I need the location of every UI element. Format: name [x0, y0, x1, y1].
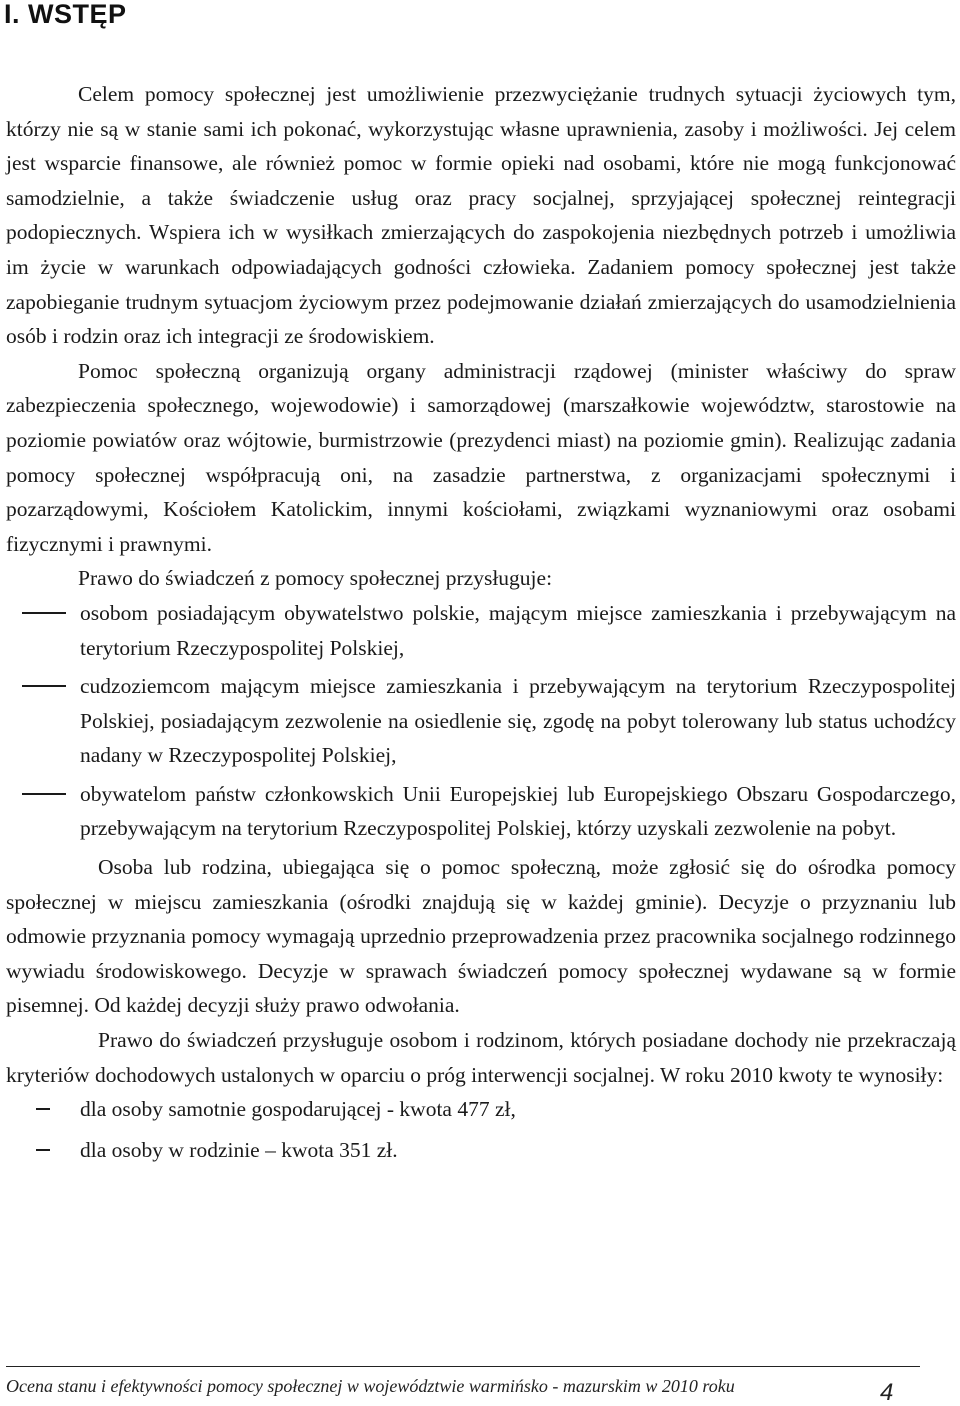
dash-bullet-icon	[22, 685, 66, 687]
list-item-text: dla osoby w rodzinie – kwota 351 zł.	[80, 1137, 398, 1162]
paragraph-eligibility-intro: Prawo do świadczeń z pomocy społecznej przysługuje:	[78, 566, 553, 591]
eligibility-list	[6, 596, 956, 846]
list-item-text: cudzoziemcom mającym miejsce zamieszkania i przebywającym na terytorium Rzeczypospolitej Polskiej, posiadającym zezwolenie na osiedlenie się, zgodę na pobyt tolerowany lub status uchodźcy nadany w Rzeczypospolitej Polskiej,	[80, 674, 956, 768]
paragraph-application: Osoba lub rodzina, ubiegająca się o pomoc społeczną, może zgłosić się do ośrodka pomocy społecznej w miejscu zamieszkania (ośrodki znajdują się w każdej gminie). Decyzje o przyznaniu lub odmowie przyznania pomocy wymagają uprzednio przeprowadzenia przez pracownika socjalnego rodzinnego wywiadu środowiskowego. Decyzje w sprawach świadczeń pomocy społecznej wydawane są w formie pisemnej. Od każdej decyzji służy prawo odwołania.	[6, 855, 956, 1018]
footer-divider	[6, 1366, 920, 1367]
dash-bullet-icon	[22, 612, 66, 614]
paragraph-income-criteria: Prawo do świadczeń przysługuje osobom i rodzinom, których posiadane dochody nie przekraczają kryteriów dochodowych ustalonych w oparciu o próg interwencji socjalnej. W roku 2010 kwoty te wynosiły:	[6, 1028, 956, 1087]
list-item	[6, 669, 956, 773]
list-item	[6, 1092, 956, 1127]
paragraph-organization: Pomoc społeczną organizują organy administracji rządowej (minister właściwy do spraw zabezpieczenia społecznego, wojewodowie) i samorządowej (marszałkowie województw, starostowie na poziomie powiatów oraz wójtowie, burmistrzowie (prezydenci miast) na poziomie gmin). Realizując zadania pomocy społecznej współpracują oni, na zasadzie partnerstwa, z organizacjami społecznymi i pozarządowymi, Kościołem Katolickim, innymi kościołami, związkami wyznaniowymi oraz osobami fizycznymi i prawnymi.	[6, 358, 956, 556]
list-item	[6, 777, 956, 846]
amounts-list	[6, 1092, 956, 1167]
section-heading: I. WSTĘP	[4, 0, 127, 29]
page-number: 4	[880, 1379, 894, 1406]
list-item	[6, 1133, 956, 1168]
list-item-text: osobom posiadającym obywatelstwo polskie, mającym miejsce zamieszkania i przebywającym na terytorium Rzeczypospolitej Polskiej,	[80, 600, 956, 660]
paragraph-purpose: Celem pomocy społecznej jest umożliwienie przezwyciężanie trudnych sytuacji życiowych tym, którzy nie są w stanie sami ich pokonać, wykorzystując własne uprawnienia, zasoby i możliwości. Jej celem jest wsparcie finansowe, ale również pomoc w formie opieki nad osobami, które nie mogą funkcjonować samodzielnie, a także świadczenie usług oraz pracy socjalnej, sprzyjającej społecznej reintegracji podopiecznych. Wspiera ich w wysiłkach zmierzających do zaspokojenia niezbędnych potrzeb i umożliwia im życie w warunkach odpowiadających godności człowieka. Zadaniem pomocy społecznej jest także zapobieganie trudnym sytuacjom życiowym przez podejmowanie działań zmierzających do usamodzielnienia osób i rodzin oraz ich integracji ze środowiskiem.	[6, 82, 956, 349]
hyphen-bullet-icon	[36, 1149, 50, 1151]
hyphen-bullet-icon	[36, 1108, 50, 1110]
footer-text: Ocena stanu i efektywności pomocy społecznej w województwie warmińsko - mazurskim w 2010 roku	[6, 1376, 735, 1396]
list-item-text: obywatelom państw członkowskich Unii Europejskiej lub Europejskiego Obszaru Gospodarczego, przebywającym na terytorium Rzeczypospolitej Polskiej, którzy uzyskali zezwolenie na pobyt.	[80, 781, 956, 841]
list-item	[6, 596, 956, 665]
dash-bullet-icon	[22, 793, 66, 795]
list-item-text: dla osoby samotnie gospodarującej - kwota 477 zł,	[80, 1097, 516, 1122]
document-body	[6, 77, 956, 1173]
